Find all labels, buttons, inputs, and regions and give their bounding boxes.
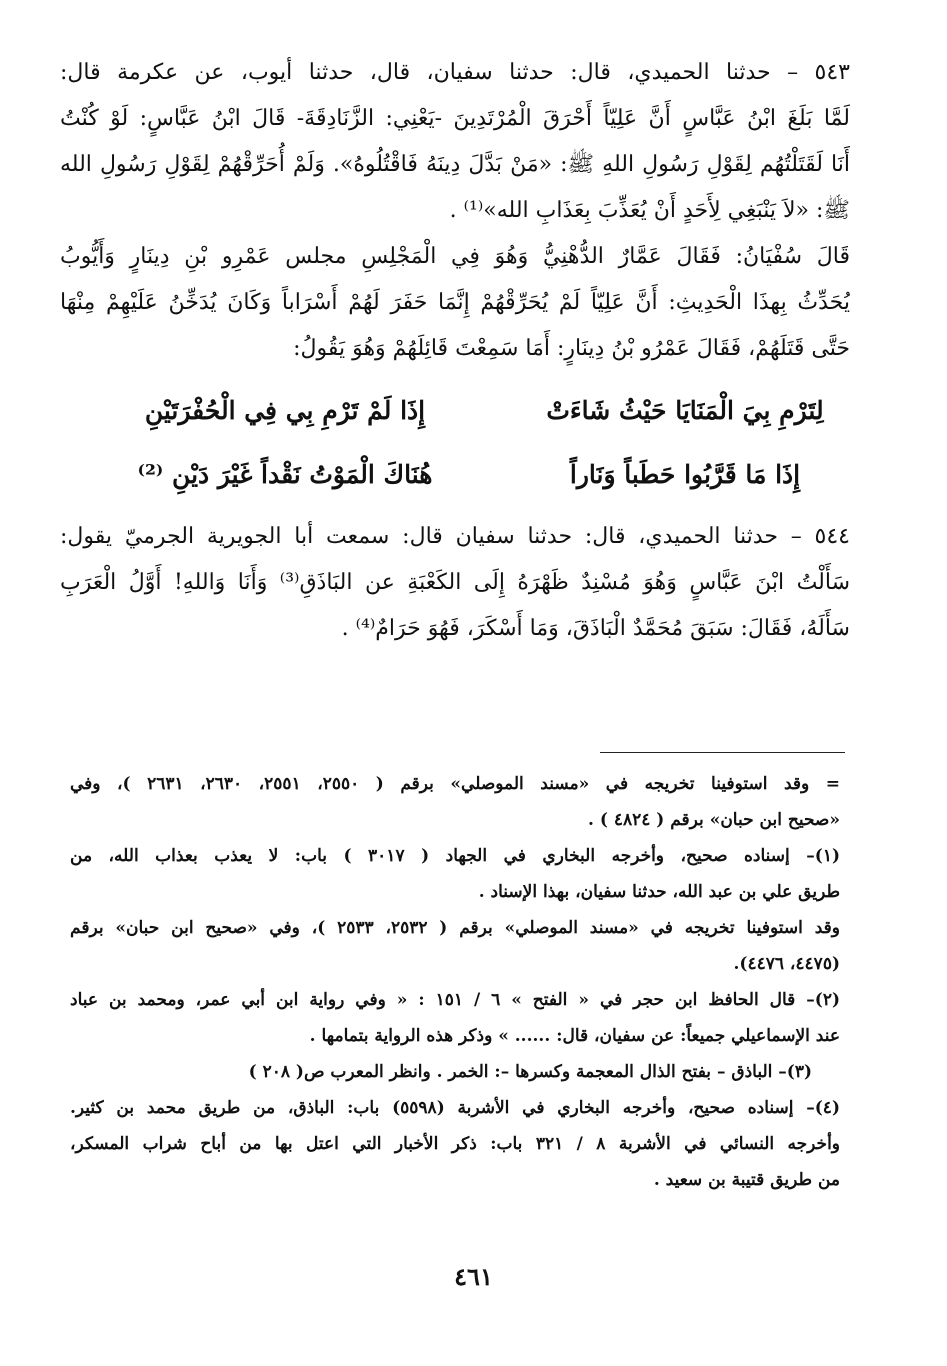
poem-hemistich-left: هُنَاكَ الْمَوْتُ نَقْداً غَيْرَ دَيْنِ ⁽²⁾ bbox=[137, 459, 433, 489]
text-line: سَأَلَهُ، فَقَالَ: سَبَقَ مُحَمَّدٌ الْبَاذَقَ، وَمَا أَسْكَرَ، فَهُوَ حَرَامٌ⁽⁴⁾ . bbox=[341, 616, 850, 641]
footnote-line: (١)– إسناده صحيح، وأخرجه البخاري في الجهاد ( ٣٠١٧ ) باب: لا يعذب بعذاب الله، من bbox=[70, 846, 840, 866]
text-line: قَالَ سُفْيَانُ: فَقَالَ عَمَّارٌ الدُّهْنِيُّ وَهُوَ فِي الْمَجْلِسِ مجلس عَمْرِو بْنِ دِينَارٍ وَأَيُّوبُ bbox=[60, 244, 850, 269]
footnote-line: عند الإسماعيلي جميعاً: عن سفيان، قال: ...... » وذكر هذه الرواية بتمامها . bbox=[309, 1026, 840, 1046]
hadith-543 bbox=[60, 50, 850, 372]
page-number: ٤٦١ bbox=[454, 1262, 493, 1291]
footnote-line: وأخرجه النسائي في الأشربة ٨ / ٣٢١ باب: ذكر الأخبار التي اعتل بها من أباح شراب المسكر، bbox=[70, 1134, 840, 1154]
poem-hemistich-left: إِذَا لَمْ تَرْمِ بِي فِي الْحُفْرَتَيْنِ bbox=[144, 395, 426, 425]
footnote-line: «صحيح ابن حبان» برقم ( ٤٨٢٤ ) . bbox=[588, 810, 840, 830]
footnote-line: طريق علي بن عبد الله، حدثنا سفيان، بهذا الإسناد . bbox=[478, 882, 840, 902]
footnote-line: (٤)– إسناده صحيح، وأخرجه البخاري في الأشربة (٥٥٩٨) باب: الباذق، من طريق محمد بن كثير. bbox=[70, 1098, 840, 1118]
main-text bbox=[60, 50, 850, 652]
poem bbox=[60, 378, 850, 506]
poem-hemistich-right: إِذَا مَا قَرَّبُوا حَطَباً وَنَاراً bbox=[569, 459, 801, 489]
text-line: سَأَلْتُ ابْنَ عَبَّاسٍ وَهُوَ مُسْنِدٌ ظَهْرَهُ إِلَى الكَعْبَةِ عن البَاذَقِ⁽³⁾ وَأَنَا وَاللهِ! أَوَّلُ الْعَرَبِ bbox=[60, 570, 850, 595]
footnote-separator bbox=[600, 752, 845, 753]
footnote-line: (٢)– قال الحافظ ابن حجر في « الفتح » ٦ / ١٥١ : « وفي رواية ابن أبي عمر، ومحمد بن عباد bbox=[70, 990, 840, 1010]
footnote-line: (٤٤٧٥، ٤٤٧٦). bbox=[733, 954, 840, 974]
poem-verse bbox=[60, 378, 850, 442]
footnote-line: = وقد استوفينا تخريجه في «مسند الموصلي» برقم ( ٢٥٥٠، ٢٥٥١، ٢٦٣٠، ٢٦٣١ )، وفي bbox=[70, 774, 840, 794]
text-line: حَتَّى قَتَلَهُمْ، فَقَالَ عَمْرُو بْنُ دِينَارٍ: أَمَا سَمِعْتَ قَائِلَهُمْ وَهُوَ يَقُولُ: bbox=[293, 336, 850, 361]
poem-verse bbox=[60, 442, 850, 506]
footnote-line: من طريق قتيبة بن سعيد . bbox=[653, 1170, 840, 1190]
text-line: أَنَا لَقَتَلْتُهُم لِقَوْلِ رَسُولِ اللهِ ﷺ: «مَنْ بَدَّلَ دِينَهُ فَاقْتُلُوهُ». وَلَمْ أُحَرِّقْهُمْ لِقَوْلِ رَسُولِ الله bbox=[60, 152, 850, 177]
hadith-544 bbox=[60, 514, 850, 652]
text-line: ٥٤٣ – حدثنا الحميدي، قال: حدثنا سفيان، قال، حدثنا أيوب، عن عكرمة قال: bbox=[60, 60, 850, 85]
footnote-line: (٣)– الباذق – بفتح الذال المعجمة وكسرها –: الخمر . وانظر المعرب ص( ٢٠٨ ) bbox=[248, 1062, 812, 1082]
text-line: لَمَّا بَلَغَ ابْنُ عَبَّاسٍ أَنَّ عَلِيّاً أَحْرَقَ الْمُرْتَدِينَ -يَعْنِي: الزَّنَادِقَةَ- قَالَ ابْنُ عَبَّاسٍ: لَوْ كُنْتُ bbox=[60, 106, 850, 131]
footnote-line: وقد استوفينا تخريجه في «مسند الموصلي» برقم ( ٢٥٣٢، ٢٥٣٣ )، وفي «صحيح ابن حبان» برقم bbox=[70, 918, 840, 938]
footnotes bbox=[70, 766, 840, 1198]
text-line: يُحَدِّثُ بِهذَا الْحَدِيثِ: أَنَّ عَلِيّاً لَمْ يُحَرِّقْهُمْ إِنَّمَا حَفَرَ لَهُمْ أَسْرَاباً وَكَانَ يُدَخِّنُ عَلَيْهِمْ مِنْهَا bbox=[60, 290, 850, 315]
poem-hemistich-right: لِتَرْمِ بِيَ الْمَنَايَا حَيْثُ شَاءَتْ bbox=[546, 395, 824, 425]
text-line: ﷺ: «لاَ يَنْبَغِي لِأَحَدٍ أَنْ يُعَذِّبَ بِعَذَابِ الله»⁽¹⁾ . bbox=[449, 198, 850, 223]
text-line: ٥٤٤ – حدثنا الحميدي، قال: حدثنا سفيان قال: سمعت أبا الجويرية الجرميّ يقول: bbox=[60, 524, 850, 549]
